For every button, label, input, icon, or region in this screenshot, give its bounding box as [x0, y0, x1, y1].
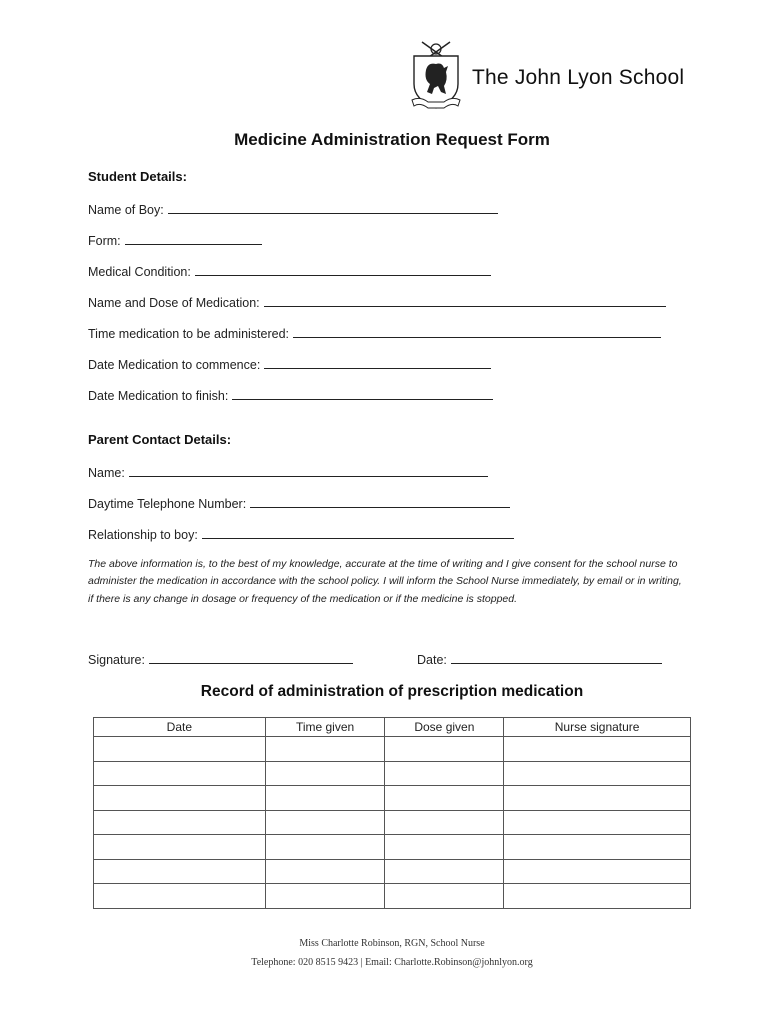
- name-of-boy-label: Name of Boy:: [88, 203, 164, 217]
- table-cell[interactable]: [265, 810, 385, 835]
- table-cell[interactable]: [385, 859, 504, 884]
- date-commence-label: Date Medication to commence:: [88, 358, 261, 372]
- column-header-nurse-signature: Nurse signature: [504, 718, 691, 737]
- date-finish-field[interactable]: [88, 388, 493, 403]
- table-cell[interactable]: [94, 761, 266, 786]
- table-cell[interactable]: [94, 835, 266, 860]
- page-title: Medicine Administration Request Form: [234, 130, 550, 149]
- table-row: [94, 835, 691, 860]
- record-title: Record of administration of prescription medication: [200, 683, 584, 700]
- footer-nurse-name: Miss Charlotte Robinson, RGN, School Nurse: [299, 938, 485, 949]
- daytime-phone-label: Daytime Telephone Number:: [88, 497, 247, 511]
- table-row: [94, 810, 691, 835]
- table-cell[interactable]: [265, 884, 385, 909]
- time-administered-line[interactable]: [293, 326, 661, 338]
- medical-condition-field[interactable]: [88, 264, 491, 279]
- table-header-row: [94, 718, 691, 737]
- time-administered-label: Time medication to be administered:: [88, 327, 290, 341]
- medical-condition-line[interactable]: [195, 264, 491, 276]
- table-row: [94, 859, 691, 884]
- date-finish-label: Date Medication to finish:: [88, 389, 229, 403]
- table-cell[interactable]: [385, 737, 504, 762]
- table-cell[interactable]: [265, 737, 385, 762]
- time-administered-field[interactable]: [88, 326, 661, 341]
- name-of-boy-line[interactable]: [168, 202, 498, 214]
- name-and-dose-label: Name and Dose of Medication:: [88, 296, 260, 310]
- table-cell[interactable]: [504, 786, 691, 811]
- name-and-dose-field[interactable]: [88, 295, 666, 310]
- table-cell[interactable]: [385, 810, 504, 835]
- table-cell[interactable]: [385, 835, 504, 860]
- daytime-phone-field[interactable]: [88, 496, 510, 511]
- footer-contact: Telephone: 020 8515 9423 | Email: Charlotte.Robinson@johnlyon.org: [251, 957, 533, 968]
- table-cell[interactable]: [504, 835, 691, 860]
- column-header-time-given: Time given: [265, 718, 385, 737]
- signature-date-field[interactable]: [417, 652, 662, 667]
- table-cell[interactable]: [265, 859, 385, 884]
- date-commence-line[interactable]: [264, 357, 491, 369]
- table-cell[interactable]: [94, 859, 266, 884]
- signature-field[interactable]: [88, 652, 353, 667]
- table-cell[interactable]: [504, 761, 691, 786]
- table-cell[interactable]: [504, 737, 691, 762]
- form-label: Form:: [88, 234, 121, 248]
- table-cell[interactable]: [385, 761, 504, 786]
- name-and-dose-line[interactable]: [264, 295, 666, 307]
- consent-statement: The above information is, to the best of my knowledge, accurate at the time of writing and I give consent for the school nurse to administer the medication in accordance with the school policy. I will inform the School Nurse immediately, by email or in writing, if there is any change in dosage or frequency of the medication or if the medicine is stopped.: [88, 558, 682, 605]
- parent-name-field[interactable]: [88, 465, 488, 480]
- school-name: The John Lyon School: [472, 66, 685, 89]
- signature-line[interactable]: [149, 652, 353, 664]
- relationship-label: Relationship to boy:: [88, 528, 198, 542]
- column-header-dose-given: Dose given: [385, 718, 504, 737]
- table-row: [94, 884, 691, 909]
- table-row: [94, 761, 691, 786]
- school-crest-icon: [408, 40, 464, 112]
- date-commence-field[interactable]: [88, 357, 491, 372]
- administration-record-table: [93, 717, 691, 909]
- table-cell[interactable]: [94, 786, 266, 811]
- relationship-field[interactable]: [88, 527, 514, 542]
- table-cell[interactable]: [504, 884, 691, 909]
- signature-date-label: Date:: [417, 653, 447, 667]
- table-row: [94, 786, 691, 811]
- name-of-boy-field[interactable]: [88, 202, 498, 217]
- signature-date-line[interactable]: [451, 652, 662, 664]
- form-line[interactable]: [125, 233, 262, 245]
- table-cell[interactable]: [265, 761, 385, 786]
- table-cell[interactable]: [265, 835, 385, 860]
- table-cell[interactable]: [385, 786, 504, 811]
- table-cell[interactable]: [504, 859, 691, 884]
- parent-name-label: Name:: [88, 466, 125, 480]
- table-cell[interactable]: [94, 884, 266, 909]
- form-field[interactable]: [88, 233, 262, 248]
- student-details-heading: Student Details:: [88, 169, 187, 184]
- parent-details-heading: Parent Contact Details:: [88, 432, 232, 447]
- table-cell[interactable]: [265, 786, 385, 811]
- table-cell[interactable]: [385, 884, 504, 909]
- table-cell[interactable]: [94, 810, 266, 835]
- signature-label: Signature:: [88, 653, 145, 667]
- table-row: [94, 737, 691, 762]
- relationship-line[interactable]: [202, 527, 514, 539]
- record-table-body: [94, 737, 691, 909]
- medical-condition-label: Medical Condition:: [88, 265, 191, 279]
- daytime-phone-line[interactable]: [250, 496, 510, 508]
- parent-name-line[interactable]: [129, 465, 488, 477]
- table-cell[interactable]: [504, 810, 691, 835]
- date-finish-line[interactable]: [232, 388, 493, 400]
- table-cell[interactable]: [94, 737, 266, 762]
- column-header-date: Date: [94, 718, 266, 737]
